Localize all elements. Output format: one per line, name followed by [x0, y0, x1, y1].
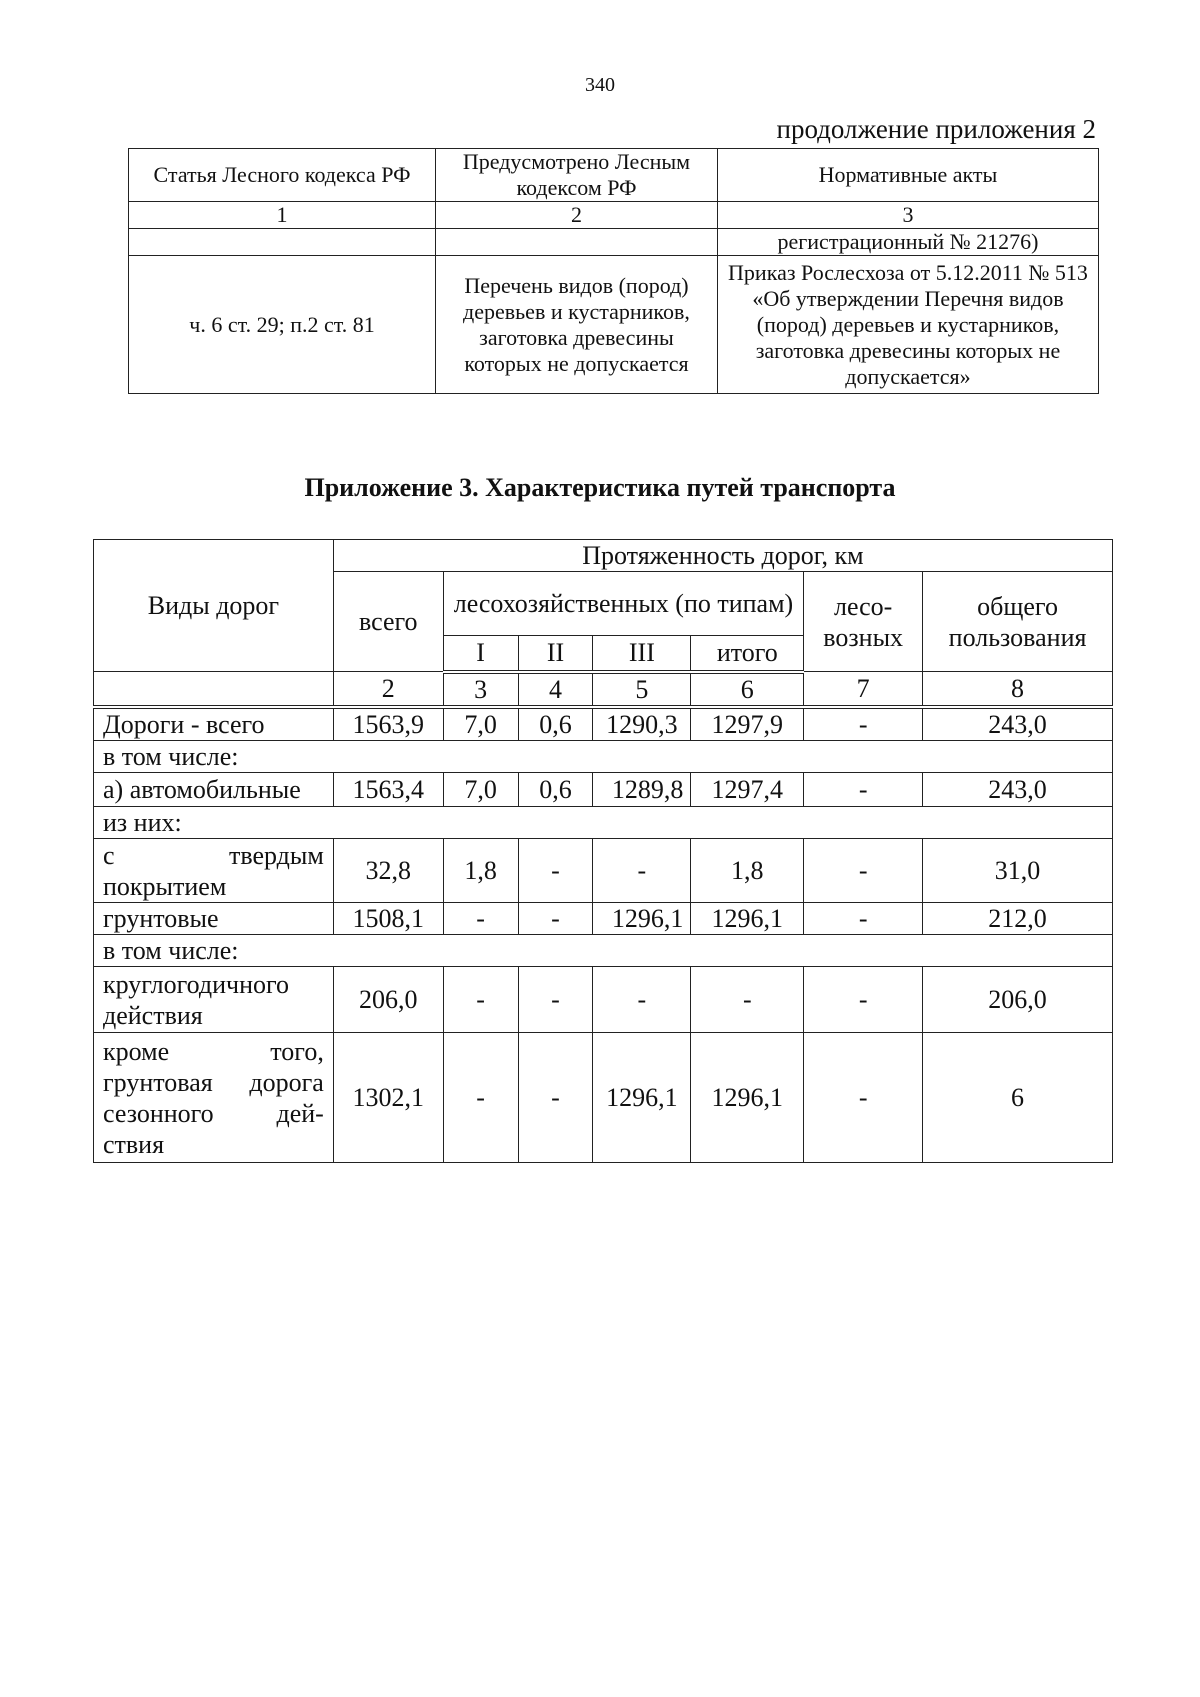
row-label: Дороги - всего: [94, 707, 334, 741]
section-label: из них:: [94, 807, 1113, 839]
column-number: 3: [717, 202, 1098, 229]
appendix-2-table: [128, 148, 1099, 394]
table-row: [94, 967, 1113, 1033]
column-number: [94, 672, 334, 707]
value-cell: 1563,9: [333, 707, 443, 741]
value-cell: -: [518, 839, 593, 903]
value-cell: 1297,4: [691, 773, 804, 807]
value-cell: -: [443, 1033, 518, 1163]
row-label: кроме того, грунтовая дорога сезонного дей-ствия: [94, 1033, 334, 1163]
value-cell: 1296,1: [593, 903, 691, 935]
column-number: 6: [691, 672, 804, 707]
value-cell: 1,8: [691, 839, 804, 903]
column-number: 1: [129, 202, 436, 229]
value-cell: 7,0: [443, 773, 518, 807]
value-cell: 206,0: [333, 967, 443, 1033]
value-cell: 206,0: [923, 967, 1113, 1033]
header-normative-acts: Нормативные акты: [717, 149, 1098, 202]
value-cell: -: [804, 707, 923, 741]
column-number: 8: [923, 672, 1113, 707]
value-cell: 1290,3: [593, 707, 691, 741]
value-cell: -: [804, 903, 923, 935]
table-row: [94, 935, 1113, 967]
transport-roads-table: [93, 539, 1113, 1163]
value-cell: -: [518, 1033, 593, 1163]
header-road-types: Виды дорог: [94, 540, 334, 672]
row-label: а) автомобильные: [94, 773, 334, 807]
value-cell: 1296,1: [691, 1033, 804, 1163]
page-number: 340: [585, 74, 615, 96]
table-row: [94, 903, 1113, 935]
header-type-1: I: [443, 636, 518, 672]
value-cell: 31,0: [923, 839, 1113, 903]
value-cell: 1508,1: [333, 903, 443, 935]
header-timber: лесо-возных: [804, 572, 923, 672]
table-cell: регистрационный № 21276): [717, 229, 1098, 256]
value-cell: 1563,4: [333, 773, 443, 807]
table-row: [94, 741, 1113, 773]
value-cell: -: [804, 967, 923, 1033]
value-cell: 1289,8: [593, 773, 691, 807]
section-label: в том числе:: [94, 935, 1113, 967]
value-cell: -: [804, 839, 923, 903]
value-cell: 212,0: [923, 903, 1113, 935]
value-cell: -: [593, 839, 691, 903]
value-cell: 0,6: [518, 773, 593, 807]
column-number: 7: [804, 672, 923, 707]
column-number: 3: [443, 672, 518, 707]
value-cell: 243,0: [923, 707, 1113, 741]
header-provided: Предусмотрено Лесным кодексом РФ: [436, 149, 718, 202]
value-cell: 1,8: [443, 839, 518, 903]
row-label: круглогодичного действия: [94, 967, 334, 1033]
value-cell: 0,6: [518, 707, 593, 741]
table-cell: Перечень видов (пород) деревьев и кустарников, заготовка древесины которых не допускается: [436, 256, 718, 394]
value-cell: -: [804, 1033, 923, 1163]
column-number: 5: [593, 672, 691, 707]
header-type-2: II: [518, 636, 593, 672]
table-row: [94, 839, 1113, 903]
header-subtotal: итого: [691, 636, 804, 672]
value-cell: 6: [923, 1033, 1113, 1163]
row-label: грунтовые: [94, 903, 334, 935]
value-cell: 7,0: [443, 707, 518, 741]
table-row: [94, 773, 1113, 807]
value-cell: 1296,1: [593, 1033, 691, 1163]
value-cell: 243,0: [923, 773, 1113, 807]
table-cell: [129, 229, 436, 256]
header-article: Статья Лесного кодекса РФ: [129, 149, 436, 202]
value-cell: 1296,1: [691, 903, 804, 935]
continuation-label: продолжение приложения 2: [776, 114, 1096, 144]
header-public: общего пользования: [923, 572, 1113, 672]
value-cell: 1297,9: [691, 707, 804, 741]
table-cell: [436, 229, 718, 256]
header-total: всего: [333, 572, 443, 672]
table-row: [94, 1033, 1113, 1163]
value-cell: -: [518, 967, 593, 1033]
table-cell: ч. 6 ст. 29; п.2 ст. 81: [129, 256, 436, 394]
value-cell: -: [593, 967, 691, 1033]
header-forestry: лесохозяйственных (по типам): [443, 572, 804, 636]
section-label: в том числе:: [94, 741, 1113, 773]
table-row: [94, 707, 1113, 741]
value-cell: -: [443, 903, 518, 935]
value-cell: 1302,1: [333, 1033, 443, 1163]
value-cell: -: [804, 773, 923, 807]
column-number: 4: [518, 672, 593, 707]
table-row: [94, 807, 1113, 839]
header-length: Протяженность дорог, км: [333, 540, 1112, 572]
row-label: с твердым покрытием: [94, 839, 334, 903]
header-type-3: III: [593, 636, 691, 672]
value-cell: -: [691, 967, 804, 1033]
table-cell: Приказ Рослесхоза от 5.12.2011 № 513 «Об утверждении Перечня видов (пород) деревьев и кустарников, заготовка древесины которых не допускается»: [717, 256, 1098, 394]
column-number: 2: [436, 202, 718, 229]
value-cell: -: [443, 967, 518, 1033]
value-cell: 32,8: [333, 839, 443, 903]
value-cell: -: [518, 903, 593, 935]
appendix-3-title: Приложение 3. Характеристика путей транспорта: [304, 473, 896, 502]
column-number: 2: [333, 672, 443, 707]
